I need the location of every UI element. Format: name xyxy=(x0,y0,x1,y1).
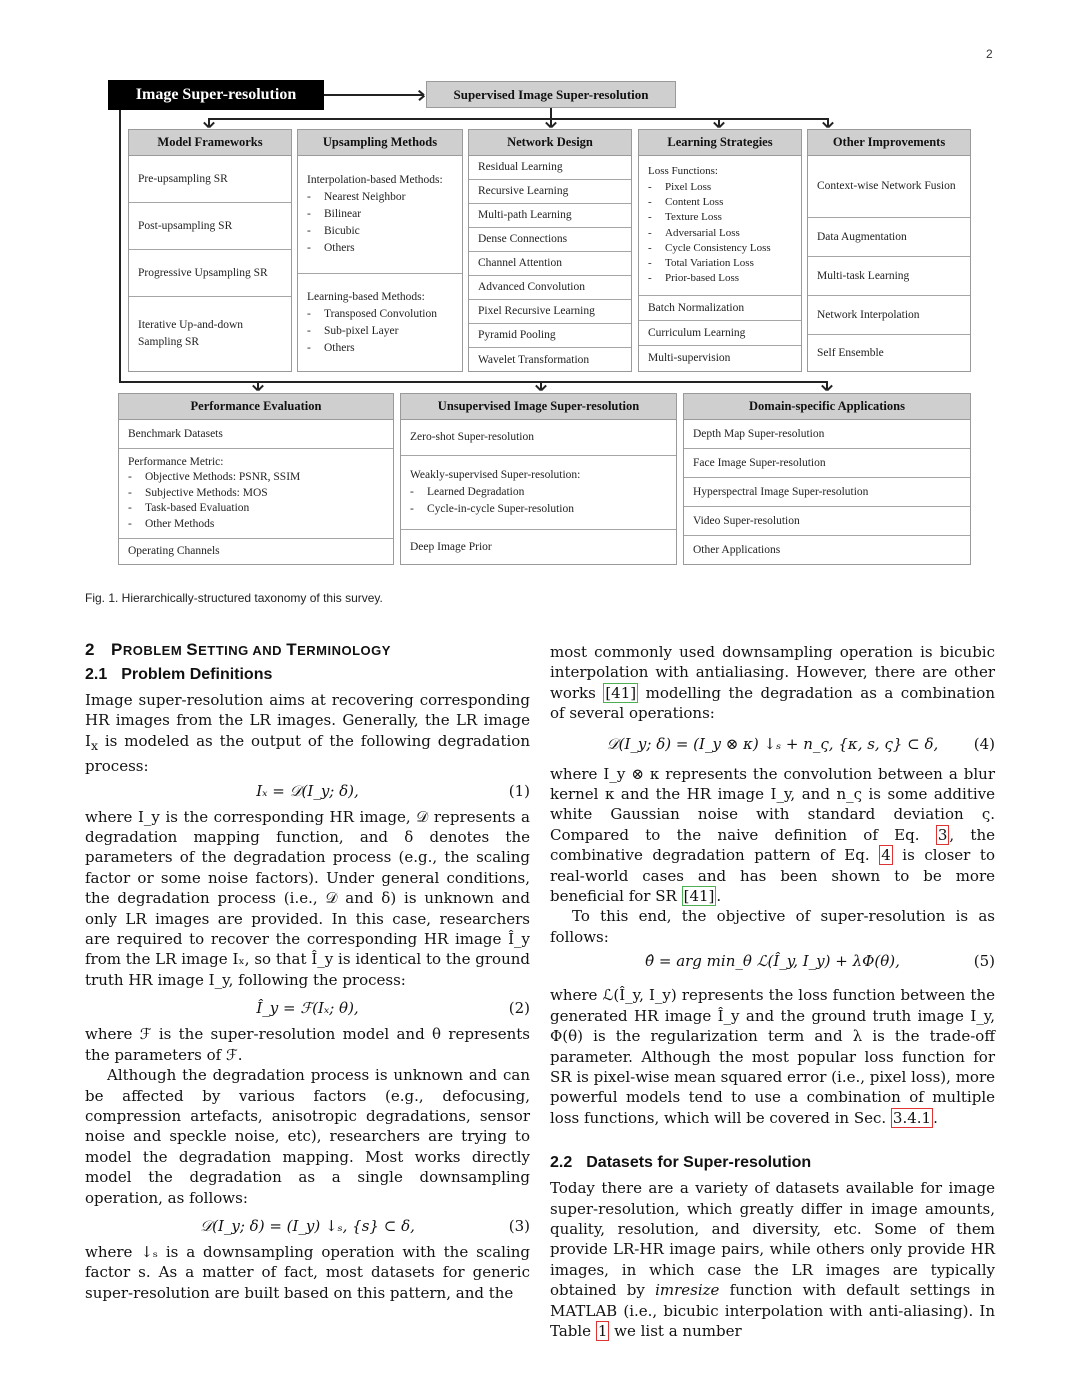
section-link[interactable]: 3.4.1 xyxy=(892,1108,932,1127)
equation-link[interactable]: 3 xyxy=(937,825,948,844)
taxonomy-item: Channel Attention xyxy=(469,252,631,276)
group-header: Performance Evaluation xyxy=(119,394,393,420)
taxonomy-item: Progressive Upsampling SR xyxy=(129,250,291,297)
taxonomy-item: Pixel Recursive Learning xyxy=(469,300,631,324)
paragraph: where I_y ⊗ κ represents the convolution between a blur kernel κ and the HR image I_y, and n_ς is some additive white Gaussian noise with standard deviation ς. Compared to the naive definition of Eq. 3 , the combinative degradation pattern of Eq. 4 is closer to real-world cases and has been shown to be more beneficial for SR [41] . xyxy=(550,764,995,906)
equation-link[interactable]: 4 xyxy=(881,846,891,865)
root-node: Image Super-resolution xyxy=(108,80,324,110)
paragraph: Image super-resolution aims at recovering corresponding HR images from the LR images. Generally, the LR image $I_x$ is modeled as the output of the following degradation process: xyxy=(85,691,530,776)
taxonomy-item: Context-wise Network Fusion xyxy=(808,156,970,218)
taxonomy-item: Deep Image Prior xyxy=(410,540,492,553)
group-header: Domain-specific Applications xyxy=(684,394,970,420)
left-column xyxy=(85,640,530,1303)
supervised-node: Supervised Image Super-resolution xyxy=(426,81,676,108)
paragraph: where ℱ is the super-resolution model and θ represents the parameters of ℱ. xyxy=(85,1025,530,1064)
taxonomy-item: Data Augmentation xyxy=(808,218,970,257)
taxonomy-item: Dense Connections xyxy=(469,228,631,252)
taxonomy-item: Residual Learning xyxy=(469,156,631,180)
taxonomy-item: Post-upsampling SR xyxy=(129,203,291,250)
taxonomy-figure xyxy=(0,0,1080,580)
subsection-heading: 2.2 Datasets for Super-resolution xyxy=(550,1154,812,1172)
taxonomy-item: Depth Map Super-resolution xyxy=(684,420,970,449)
group-header: Learning Strategies xyxy=(639,130,801,156)
citation-link[interactable]: [41] xyxy=(683,887,715,906)
group-network-design xyxy=(468,129,632,372)
taxonomy-item: Recursive Learning xyxy=(469,180,631,204)
paragraph: most commonly used downsampling operation is bicubic interpolation with antialiasing. However, there are other works [41] modelling the degradation as a combination of several operations: xyxy=(550,643,995,723)
paragraph: where I_y is the corresponding HR image, 𝒟 represents a degradation mapping function, and δ denotes the parameters of the degradation process (e.g., the scaling factor or some noise factors). Under general conditions, the degradation process (i.e., 𝒟 and δ) is unknown and only LR images are provided. In this case, researchers are required to recover the corresponding HR image Î_y from the LR image Iₓ, so that Î_y is identical to the ground truth HR image I_y, following the process: xyxy=(85,807,530,989)
equation-2: Î_y = ℱ(Iₓ; θ), (2) xyxy=(256,999,530,1018)
taxonomy-item: Weakly-supervised Super-resolution: - Learned Degradation - Cycle-in-cycle Super-resolution xyxy=(401,456,676,530)
equation-3: 𝒟(I_y; δ) = (I_y) ↓ₛ, {s} ⊂ δ, (3) xyxy=(200,1216,530,1235)
taxonomy-item: Other Applications xyxy=(693,543,781,556)
subsection-heading: 2.1 Problem Definitions xyxy=(85,666,273,683)
group-learning-strategies xyxy=(638,129,802,372)
paragraph: Today there are a variety of datasets available for image super-resolution, which greatly differ in image amounts, quality, resolution, and diversity, etc. Some of them provide LR-HR image pairs, while others only provide HR images, in which case the LR images are typically obtained by imresize function with default settings in MATLAB (i.e., bicubic interpolation with anti-aliasing). In Table 1 we list a number xyxy=(550,1179,995,1340)
taxonomy-item: Benchmark Datasets xyxy=(119,420,393,449)
taxonomy-item: Zero-shot Super-resolution xyxy=(401,420,676,456)
page-number: 2 xyxy=(986,47,993,61)
taxonomy-item: Multi-supervision xyxy=(648,352,731,364)
paragraph: where ↓ₛ is a downsampling operation with the scaling factor s. As a matter of fact, most datasets for generic super-resolution are built based on this pattern, and the xyxy=(85,1242,530,1302)
group-performance-evaluation xyxy=(118,393,394,565)
taxonomy-item: Curriculum Learning xyxy=(639,321,801,346)
group-header: Network Design xyxy=(469,130,631,156)
group-header: Model Frameworks xyxy=(129,130,291,156)
equation-1: Iₓ = 𝒟(I_y; δ), (1) xyxy=(256,781,530,800)
equation-4: 𝒟(I_y; δ) = (I_y ⊗ κ) ↓ₛ + n_ς, {κ, s, ς} ⊂ δ, (4) xyxy=(606,734,995,753)
citation-link[interactable]: [41] xyxy=(605,683,637,702)
taxonomy-item: Batch Normalization xyxy=(639,296,801,321)
taxonomy-item: Hyperspectral Image Super-resolution xyxy=(684,478,970,507)
taxonomy-item: Loss Functions: - Pixel Loss - Content Loss - Texture Loss - Adversarial Loss - Cycle Consistency Loss - Total Variation Loss - Prior-based Loss xyxy=(639,156,801,296)
taxonomy-item: Iterative Up-and-down Sampling SR xyxy=(138,319,244,348)
taxonomy-item: Multi-path Learning xyxy=(469,204,631,228)
taxonomy-item: Learning-based Methods: - Transposed Convolution - Sub-pixel Layer - Others xyxy=(298,274,462,371)
equation-5: θ̂ = arg min_θ ℒ(Î_y, I_y) + λΦ(θ), (5) xyxy=(645,952,995,971)
taxonomy-item: Advanced Convolution xyxy=(469,276,631,300)
paragraph: Although the degradation process is unknown and can be affected by various factors (e.g., defocusing, compression artefacts, anisotropic degradations, sensor noise and speckle noise, etc), researchers are trying to model the degradation mapping. Most works directly model the degradation as a single downsampling operation, as follows: xyxy=(85,1066,530,1207)
group-model-frameworks xyxy=(128,129,292,372)
group-domain-specific xyxy=(683,393,971,565)
taxonomy-item: Video Super-resolution xyxy=(684,507,970,536)
taxonomy-item: Wavelet Transformation xyxy=(478,353,590,366)
taxonomy-item: Self Ensemble xyxy=(817,347,884,359)
group-header: Upsampling Methods xyxy=(298,130,462,156)
right-column xyxy=(550,642,995,1341)
taxonomy-item: Multi-task Learning xyxy=(808,257,970,296)
paragraph: where ℒ(Î_y, I_y) represents the loss function between the generated HR image Î_y and the ground truth image I_y, Φ(θ) is the regularization term and λ is the trade-off parameter. Although the most popular loss function for SR is pixel-wise mean squared error (i.e., pixel loss), more powerful models tend to use a combination of multiple loss functions, which will be covered in Sec. 3.4.1 . xyxy=(550,986,995,1127)
group-other-improvements xyxy=(807,129,971,372)
group-header: Other Improvements xyxy=(808,130,970,156)
taxonomy-item: Network Interpolation xyxy=(808,296,970,335)
taxonomy-item: Pyramid Pooling xyxy=(469,324,631,348)
taxonomy-item: Performance Metric: - Objective Methods: PSNR, SSIM - Subjective Methods: MOS - Task-based Evaluation - Other Methods xyxy=(119,449,393,539)
taxonomy-item: Face Image Super-resolution xyxy=(684,449,970,478)
taxonomy-item: Pre-upsampling SR xyxy=(129,156,291,203)
section-heading: 2 PROBLEM SETTING AND TERMINOLOGY xyxy=(85,640,391,659)
group-unsupervised-sr xyxy=(400,393,677,565)
group-upsampling-methods xyxy=(297,129,463,372)
taxonomy-item: Operating Channels xyxy=(128,545,220,557)
taxonomy-item: Interpolation-based Methods: - Nearest Neighbor - Bilinear - Bicubic - Others xyxy=(298,156,462,274)
figure-caption: Fig. 1. Hierarchically-structured taxonomy of this survey. xyxy=(85,591,383,605)
paragraph: To this end, the objective of super-resolution is as follows: xyxy=(550,907,995,946)
group-header: Unsupervised Image Super-resolution xyxy=(401,394,676,420)
table-link[interactable]: 1 xyxy=(597,1321,608,1340)
